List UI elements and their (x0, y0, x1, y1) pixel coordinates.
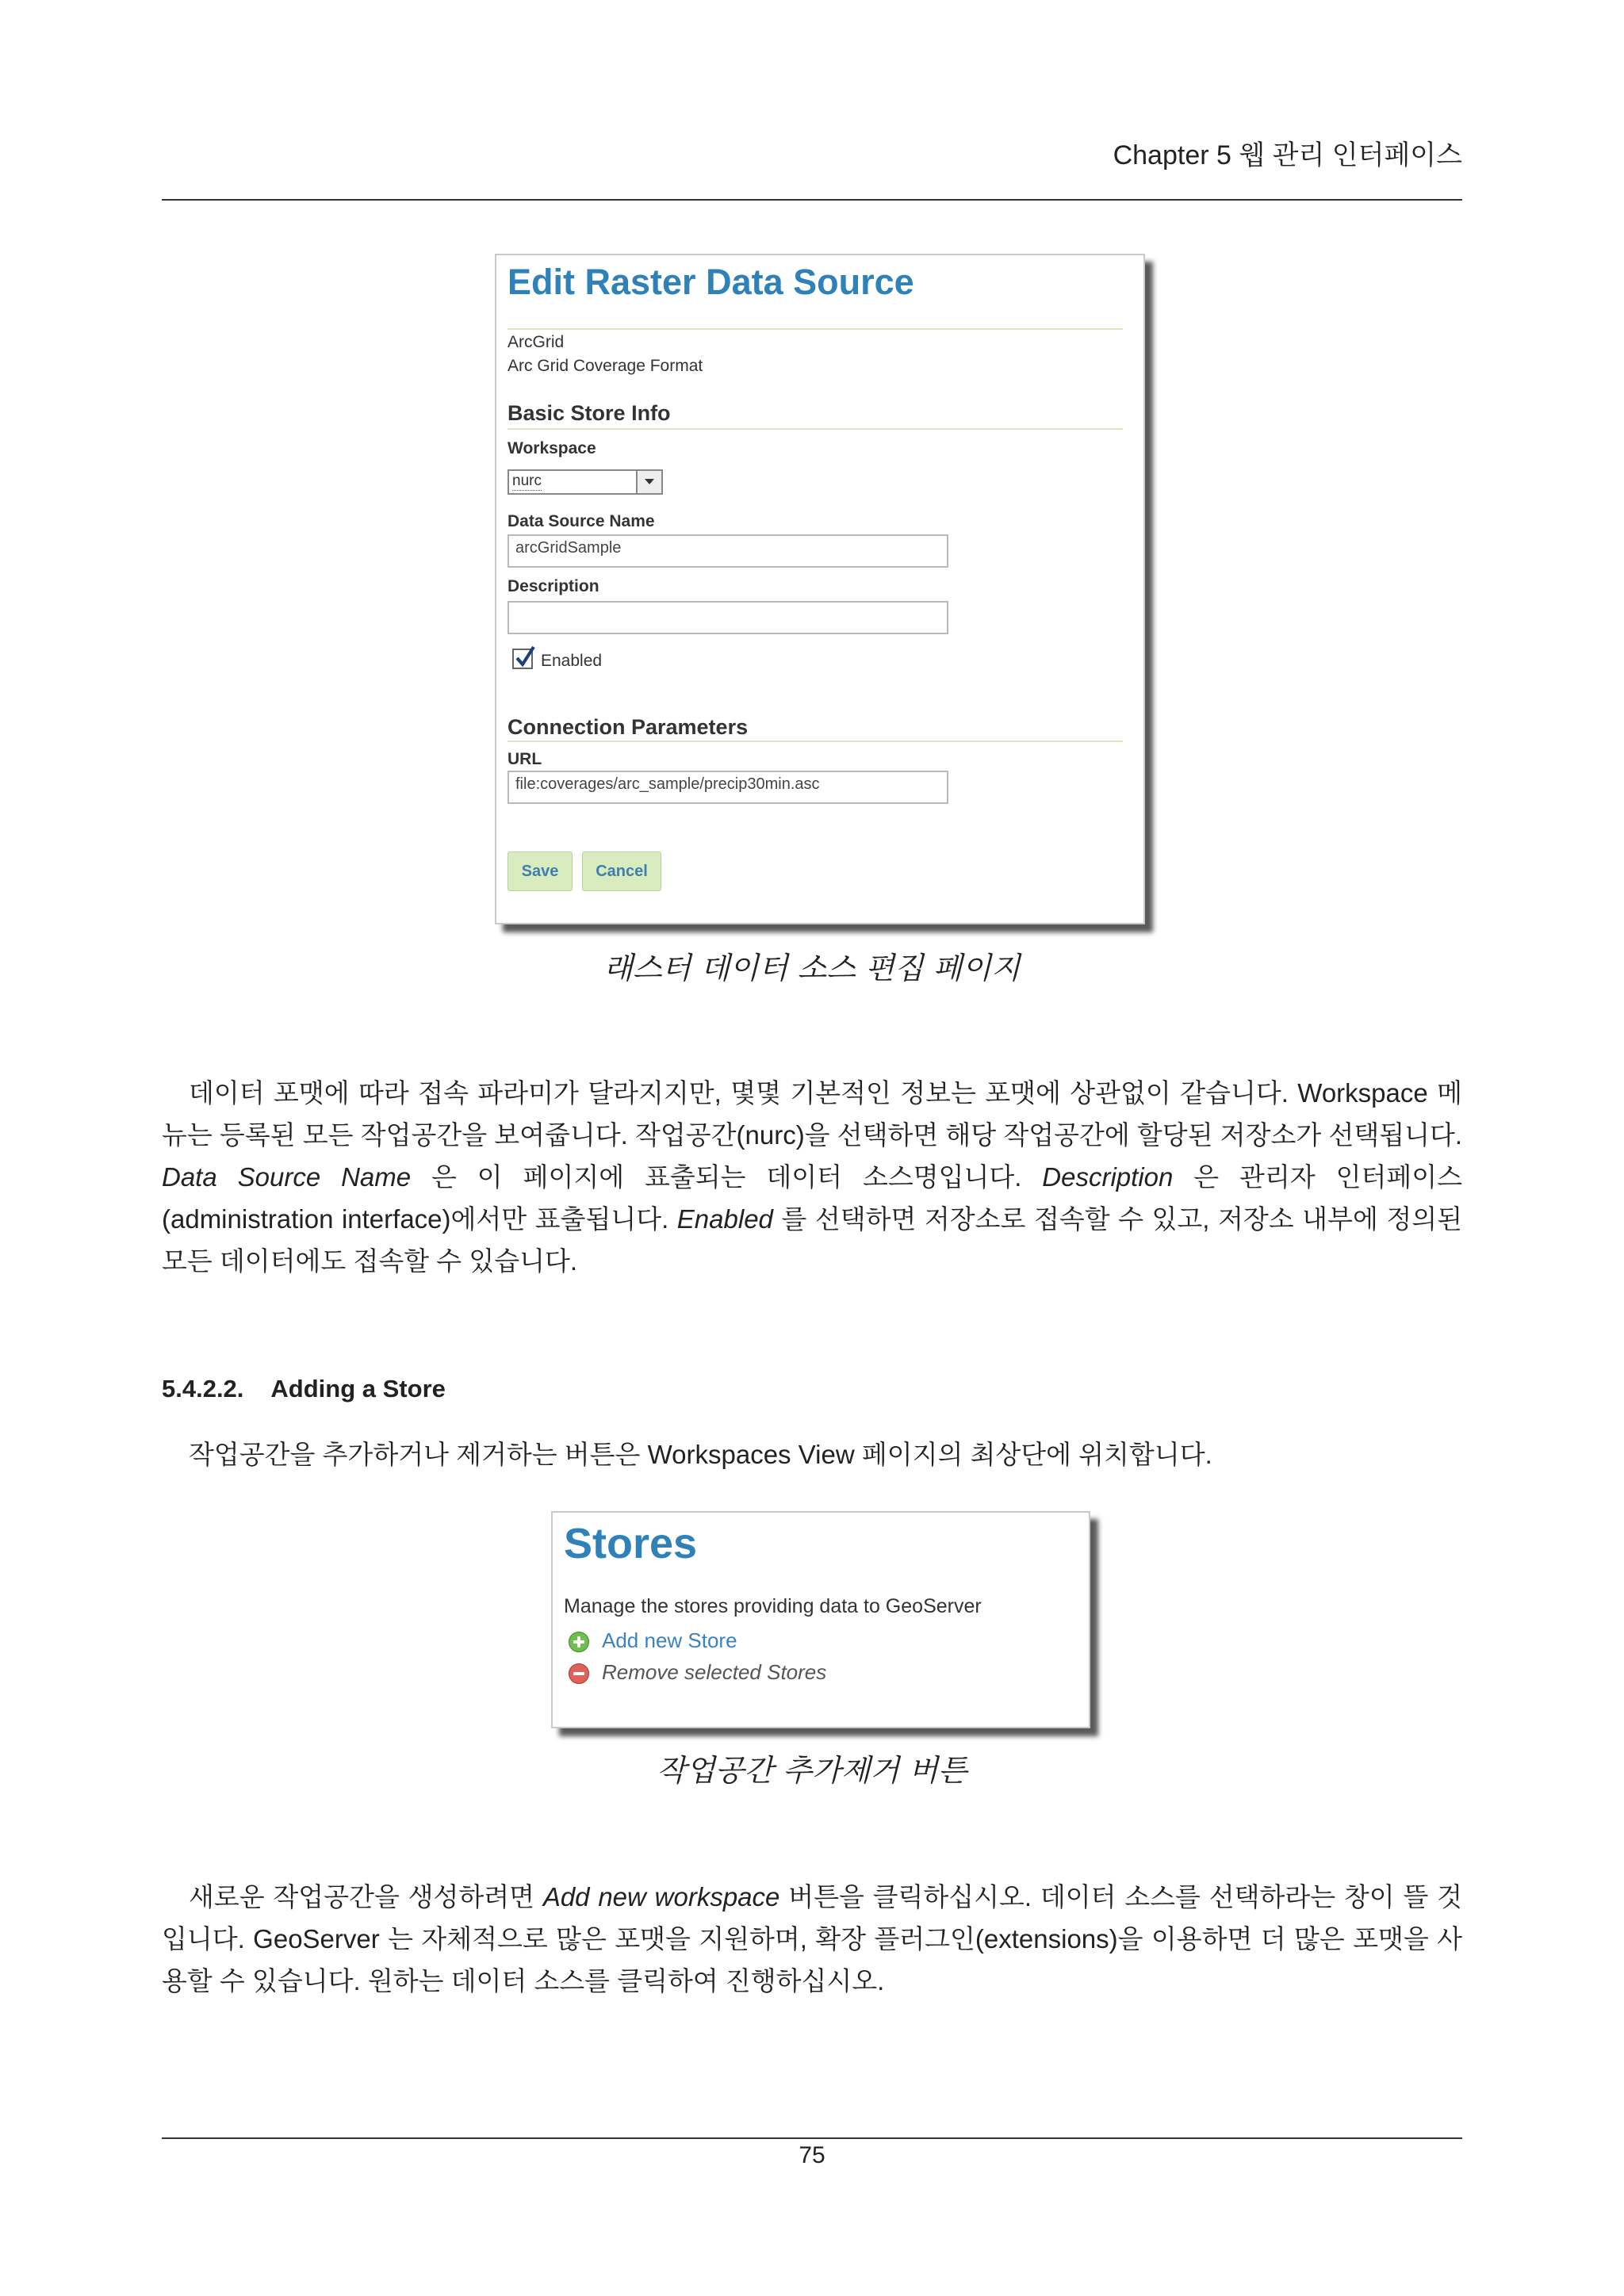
checkmark-icon (515, 645, 535, 668)
section-title: Adding a Store (270, 1375, 446, 1402)
connection-divider (508, 740, 1123, 742)
para1-text-2: 은 이 페이지에 표출되는 데이터 소스명입니다. (411, 1162, 1043, 1192)
save-button[interactable]: Save (508, 851, 573, 891)
connection-parameters-heading: Connection Parameters (508, 715, 749, 739)
url-label: URL (508, 750, 542, 768)
format-name: ArcGrid (508, 333, 565, 351)
para1-emphasis-enabled: Enabled (676, 1204, 773, 1234)
workspace-label: Workspace (508, 439, 596, 457)
add-new-store-link[interactable]: Add new Store (602, 1628, 737, 1652)
figure1-caption: 래스터 데이터 소스 편집 페이지 (603, 951, 1021, 985)
body-paragraph-1 (162, 1072, 1462, 1282)
para1-emphasis-description: Description (1042, 1162, 1174, 1192)
para1-text-1: 데이터 포맷에 따라 접속 파라미가 달라지지만, 몇몇 기본적인 정보는 포맷에 상관없이 같습니다. Workspace 메뉴는 등록된 모든 작업공간을 보여줍니다. 작업공간(nurc)을 선택하면 해당 작업공간에 할당된 저장소가 선택됩니다. (162, 1078, 1462, 1150)
url-input[interactable]: file:coverages/arc_sample/precip30min.asc (508, 771, 948, 804)
para1-emphasis-data-source-name: Data Source Name (162, 1162, 412, 1192)
section-number: 5.4.2.2. (162, 1375, 244, 1402)
figure2-caption: 작업공간 추가제거 버튼 (657, 1753, 967, 1788)
remove-selected-stores-link[interactable]: Remove selected Stores (602, 1660, 827, 1684)
format-description: Arc Grid Coverage Format (508, 357, 703, 375)
remove-icon[interactable] (569, 1663, 589, 1684)
body-paragraph-3 (162, 1876, 1462, 2002)
workspace-select[interactable] (508, 469, 663, 495)
para1-text-4: 를 선택하면 저장소로 접속할 수 있고, 저장소 내부에 정의된 모든 데이터에도 접속할 수 있습니다. (162, 1204, 1462, 1276)
description-input[interactable] (508, 601, 948, 634)
section-heading (162, 1375, 446, 1403)
form-title: Edit Raster Data Source (508, 262, 914, 302)
basic-store-info-heading: Basic Store Info (508, 401, 671, 425)
para3-text-1: 새로운 작업공간을 생성하려면 (189, 1882, 543, 1911)
body-paragraph-2: 작업공간을 추가하거나 제거하는 버튼은 Workspaces View 페이지의 최상단에 위치합니다. (189, 1440, 1212, 1469)
para3-text-2: 버튼을 클릭하십시오. 데이터 소스를 선택하라는 창이 뜰 것입니다. GeoServer 는 자체적으로 많은 포맷을 지원하며, 확장 플러그인(extensions)을 이용하면 더 많은 포맷을 사용할 수 있습니다. 원하는 데이터 소스를 클릭하여 진행하십시오. (162, 1882, 1463, 1996)
data-source-name-input[interactable]: arcGridSample (508, 534, 948, 568)
page-number: 75 (799, 2142, 825, 2168)
edit-raster-data-source-screenshot (495, 254, 1145, 924)
footer-rule (162, 2137, 1462, 2139)
data-source-name-label: Data Source Name (508, 512, 655, 530)
para3-emphasis-add-new-workspace: Add new workspace (542, 1882, 780, 1911)
title-divider (508, 328, 1123, 330)
running-header: Chapter 5 웹 관리 인터페이스 (1113, 140, 1462, 170)
stores-title: Stores (564, 1520, 698, 1567)
header-rule (162, 199, 1462, 201)
add-icon[interactable] (569, 1632, 589, 1652)
workspace-selected-value: nurc (512, 473, 542, 489)
enabled-checkbox[interactable] (512, 649, 533, 669)
description-label: Description (508, 577, 599, 595)
basic-divider (508, 428, 1123, 430)
stores-screenshot (551, 1511, 1090, 1728)
chevron-down-icon[interactable] (636, 471, 661, 493)
stores-subtitle: Manage the stores providing data to GeoServer (564, 1595, 982, 1617)
enabled-label: Enabled (541, 652, 603, 670)
cancel-button[interactable]: Cancel (582, 851, 661, 891)
para1-text-3: 은 관리자 인터페이스(administration interface)에서만 표출됩니다. (162, 1162, 1462, 1234)
